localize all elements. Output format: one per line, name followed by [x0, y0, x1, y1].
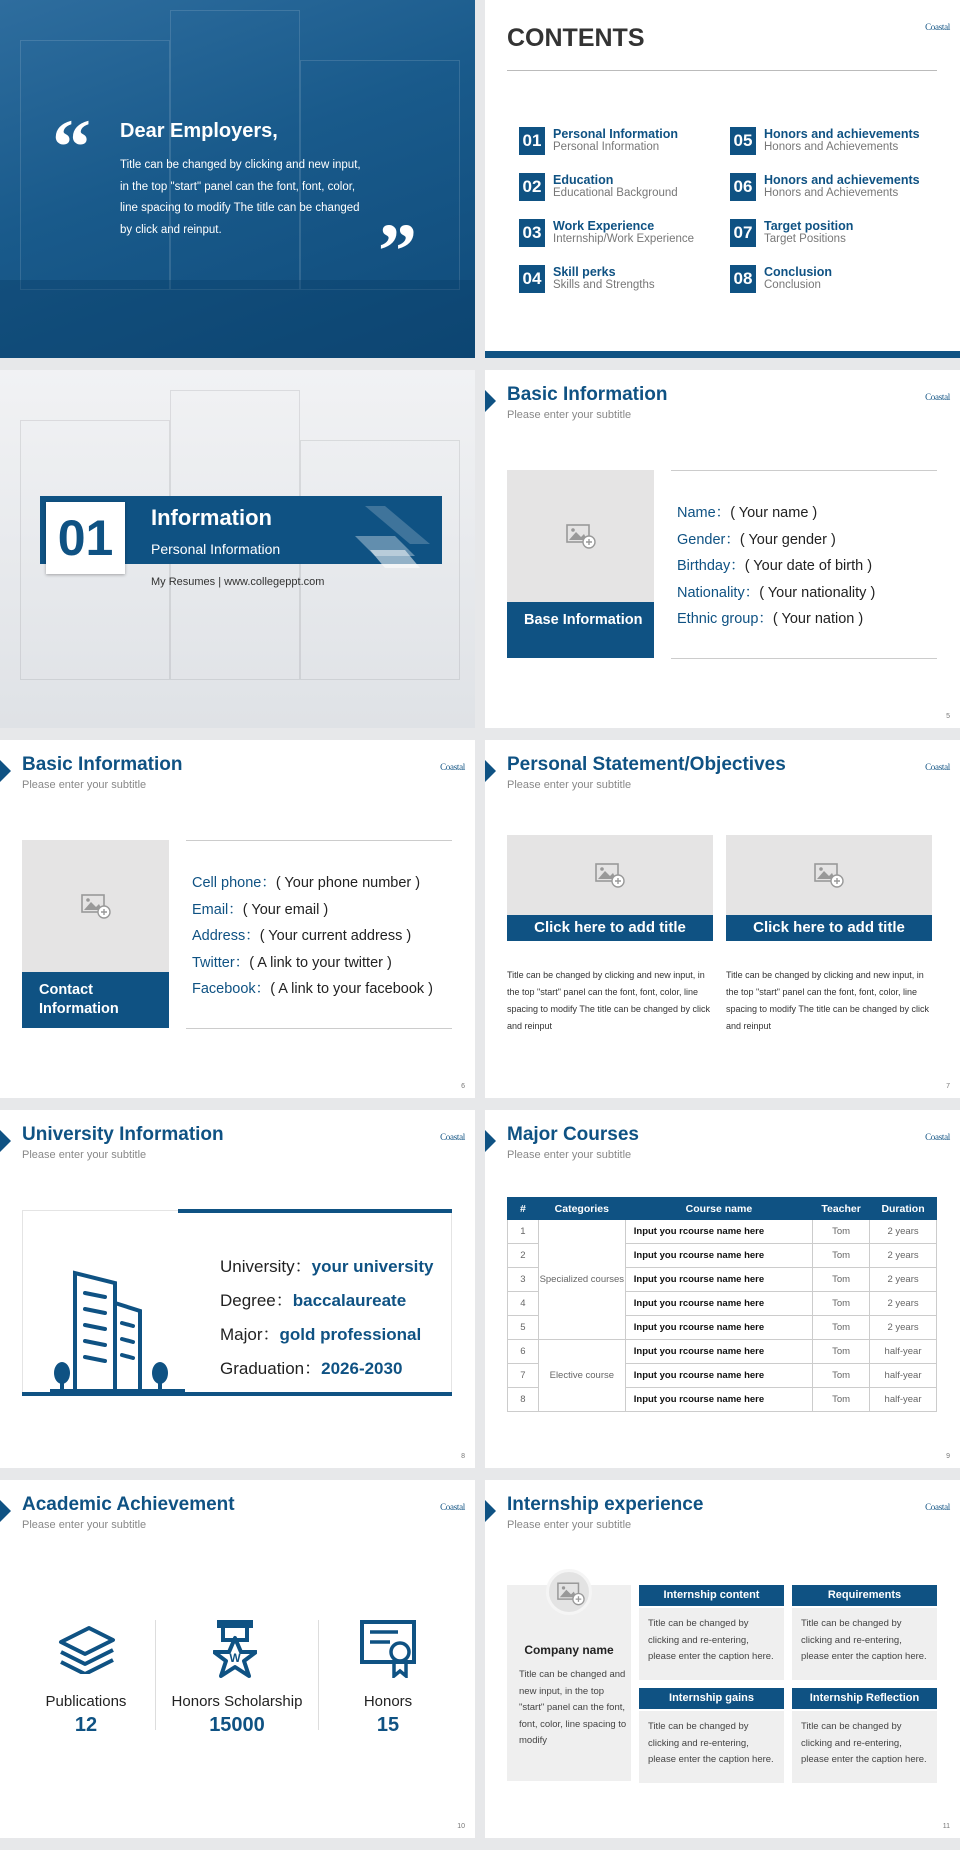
svg-text:W: W — [229, 1651, 241, 1665]
teacher-cell: Tom — [813, 1220, 870, 1244]
contents-item-title: Target position — [764, 219, 854, 233]
info-value[interactable]: ( Your email ) — [242, 901, 329, 918]
slide-title: University Information — [22, 1124, 224, 1145]
contents-item-title: Work Experience — [553, 219, 655, 233]
header-marker — [485, 390, 496, 412]
table-header: Teacher — [813, 1198, 870, 1220]
achievement-value: 15000 — [209, 1714, 265, 1736]
slide-title: Major Courses — [507, 1124, 639, 1145]
slide-title: Basic Information — [22, 754, 183, 775]
contents-item-subtitle: Educational Background — [553, 187, 678, 199]
contents-item-number: 03 — [519, 219, 545, 247]
internship-box-title[interactable]: Internship gains — [639, 1688, 784, 1709]
category-cell: Specialized courses — [538, 1220, 625, 1340]
duration-cell: half-year — [870, 1364, 937, 1388]
info-value[interactable]: ( A link to your facebook ) — [270, 981, 433, 997]
info-value[interactable]: ( Your phone number ) — [275, 875, 421, 891]
logo: Coastal — [440, 1502, 465, 1512]
info-value[interactable]: ( Your gender ) — [739, 531, 836, 548]
contents-title: CONTENTS — [507, 24, 645, 52]
slide-subtitle: Please enter your subtitle — [507, 409, 632, 421]
page-number: 11 — [942, 1823, 950, 1830]
info-key: Facebook： — [192, 981, 271, 997]
contents-item-number: 06 — [730, 173, 756, 201]
photo-placeholder[interactable] — [507, 470, 654, 602]
slide-title: Personal Statement/Objectives — [507, 754, 786, 775]
contents-item[interactable] — [519, 265, 729, 295]
image-placeholder-icon — [557, 1581, 585, 1606]
photo-label: Base Information — [507, 602, 654, 658]
slide-title: Internship experience — [507, 1494, 704, 1515]
contents-item[interactable] — [730, 127, 940, 157]
duration-cell: half-year — [870, 1340, 937, 1364]
page-number: 9 — [946, 1453, 950, 1460]
info-key: Email： — [192, 901, 243, 918]
row-number: 8 — [508, 1388, 539, 1412]
contents-item[interactable] — [730, 173, 940, 203]
contents-item-title: Conclusion — [764, 265, 833, 279]
slide-dear-employers — [0, 0, 475, 358]
slide-body: Title can be changed by clicking and new input, in the top "start" panel can the font, font, color, line spacing to modify The title can be changed by click and reinput. — [120, 159, 361, 236]
info-value[interactable]: ( Your nationality ) — [759, 584, 876, 601]
university-value[interactable]: your university — [311, 1257, 434, 1276]
contents-item-number: 08 — [730, 265, 756, 293]
divider — [507, 70, 937, 71]
company-avatar[interactable] — [546, 1569, 592, 1615]
image-placeholder-icon — [814, 862, 844, 888]
info-line — [192, 976, 433, 1003]
slide-subtitle: Please enter your subtitle — [22, 1519, 147, 1531]
company-body: Title can be changed and new input, in the top "start" panel can the font, font, color, line spacing to modify — [519, 1669, 627, 1746]
courses-table — [507, 1197, 937, 1412]
teacher-cell: Tom — [813, 1292, 870, 1316]
info-key: Twitter： — [192, 954, 250, 971]
slide-title: Basic Information — [507, 384, 668, 405]
row-number: 1 — [508, 1220, 539, 1244]
photo-placeholder[interactable] — [22, 840, 169, 972]
university-line — [220, 1284, 434, 1318]
info-key: Nationality： — [677, 584, 760, 601]
info-value[interactable]: ( A link to your twitter ) — [249, 954, 392, 971]
header-marker — [0, 1500, 11, 1522]
info-key: Address： — [192, 928, 260, 944]
slide-subtitle: Please enter your subtitle — [22, 779, 147, 791]
page-number: 6 — [461, 1083, 465, 1090]
building-shape — [170, 10, 300, 290]
divider — [186, 840, 452, 841]
info-list — [192, 870, 433, 1003]
university-key: Degree： — [220, 1291, 293, 1310]
duration-cell: 2 years — [870, 1316, 937, 1340]
table-row — [508, 1220, 937, 1244]
course-name[interactable]: Input you rcourse name here — [625, 1244, 812, 1268]
info-key: Birthday： — [677, 558, 745, 574]
page-number: 10 — [457, 1823, 465, 1830]
image-placeholder-icon — [81, 893, 111, 919]
university-line — [220, 1250, 434, 1284]
teacher-cell: Tom — [813, 1244, 870, 1268]
row-number: 3 — [508, 1268, 539, 1292]
open-quote-icon: “ — [52, 103, 91, 190]
university-value[interactable]: gold professional — [279, 1325, 422, 1344]
logo: Coastal — [925, 22, 950, 32]
teacher-cell: Tom — [813, 1364, 870, 1388]
contents-item-subtitle: Target Positions — [764, 233, 846, 245]
table-header: Course name — [625, 1198, 812, 1220]
contents-item-subtitle: Honors and Achievements — [764, 187, 899, 199]
header-marker — [485, 1500, 496, 1522]
page-number: 7 — [946, 1083, 950, 1090]
top-bar — [178, 1209, 452, 1213]
internship-box-title[interactable]: Internship Reflection — [792, 1688, 937, 1709]
info-value[interactable]: ( Your date of birth ) — [744, 558, 873, 574]
achievement-label: Honors — [363, 1693, 413, 1710]
certificate-icon — [360, 1620, 418, 1678]
contents-item[interactable] — [519, 219, 729, 249]
duration-cell: 2 years — [870, 1220, 937, 1244]
teacher-cell: Tom — [813, 1340, 870, 1364]
contents-item-number: 07 — [730, 219, 756, 247]
slide-basic-info-1 — [485, 370, 960, 728]
info-line — [192, 950, 433, 977]
info-line — [192, 923, 433, 950]
info-list — [677, 500, 875, 633]
contents-item-number: 01 — [519, 127, 545, 155]
contents-item-number: 05 — [730, 127, 756, 155]
duration-cell: 2 years — [870, 1268, 937, 1292]
logo: Coastal — [925, 1132, 950, 1142]
university-line — [220, 1352, 434, 1386]
section-number: 01 — [46, 502, 125, 574]
logo: Coastal — [440, 1132, 465, 1142]
contents-item-title: Personal Information — [553, 127, 679, 141]
course-name[interactable]: Input you rcourse name here — [625, 1364, 812, 1388]
info-line — [677, 606, 875, 633]
header-marker — [485, 760, 496, 782]
table-header: Duration — [870, 1198, 937, 1220]
achievement-value: 15 — [376, 1714, 400, 1736]
teacher-cell: Tom — [813, 1268, 870, 1292]
slide-subtitle: Please enter your subtitle — [507, 779, 632, 791]
photo-label: Contact Information — [22, 972, 169, 1028]
row-number: 4 — [508, 1292, 539, 1316]
card-title[interactable]: Click here to add title — [507, 915, 713, 941]
header-marker — [0, 1130, 11, 1152]
contents-item-number: 02 — [519, 173, 545, 201]
category-cell: Elective course — [538, 1340, 625, 1412]
section-subtitle: Personal Information — [151, 541, 281, 557]
teacher-cell: Tom — [813, 1316, 870, 1340]
contents-item[interactable] — [519, 127, 729, 157]
row-number: 6 — [508, 1340, 539, 1364]
image-placeholder-icon — [566, 523, 596, 549]
contents-item-subtitle: Honors and Achievements — [764, 141, 899, 153]
logo: Coastal — [925, 762, 950, 772]
info-line — [677, 527, 875, 554]
slide-personal-statement — [485, 740, 960, 1098]
slide-title: Academic Achievement — [22, 1494, 235, 1515]
table-row — [508, 1340, 937, 1364]
slide-subtitle: Please enter your subtitle — [22, 1149, 147, 1161]
table-header: Categories — [538, 1198, 625, 1220]
university-key: University： — [220, 1257, 312, 1276]
row-number: 7 — [508, 1364, 539, 1388]
card-image-placeholder[interactable] — [726, 835, 932, 915]
page-number: 8 — [461, 1453, 465, 1460]
logo: Coastal — [440, 762, 465, 772]
info-line — [677, 553, 875, 580]
contents-item-title: Skill perks — [553, 265, 616, 279]
image-placeholder-icon — [595, 862, 625, 888]
slide-major-courses — [485, 1110, 960, 1468]
contents-item-subtitle: Skills and Strengths — [553, 279, 655, 291]
logo: Coastal — [925, 392, 950, 402]
duration-cell: 2 years — [870, 1244, 937, 1268]
university-value[interactable]: 2026-2030 — [321, 1359, 403, 1378]
university-line — [220, 1318, 434, 1352]
university-key: Graduation： — [220, 1359, 322, 1378]
university-value[interactable]: baccalaureate — [292, 1291, 407, 1310]
section-footer: My Resumes | www.collegeppt.com — [151, 576, 325, 588]
info-value[interactable]: ( Your nation ) — [772, 611, 864, 627]
card-title[interactable]: Click here to add title — [726, 915, 932, 941]
slide-contents — [485, 0, 960, 358]
divider — [186, 1028, 452, 1029]
row-number: 2 — [508, 1244, 539, 1268]
contents-item-subtitle: Internship/Work Experience — [553, 233, 695, 245]
slide-title: Dear Employers, — [120, 120, 278, 142]
course-name[interactable]: Input you rcourse name here — [625, 1292, 812, 1316]
contents-item-title: Education — [553, 173, 614, 187]
slide-basic-info-2 — [0, 740, 475, 1098]
slide-subtitle: Please enter your subtitle — [507, 1519, 632, 1531]
books-icon — [57, 1622, 117, 1674]
internship-box-body: Title can be changed by clicking and re-entering, please enter the caption here. — [792, 1711, 937, 1783]
info-key: Name： — [677, 505, 731, 521]
stripe-decoration — [355, 506, 430, 568]
teacher-cell: Tom — [813, 1388, 870, 1412]
info-line — [677, 580, 875, 607]
info-value[interactable]: ( Your name ) — [730, 505, 818, 521]
header-marker — [485, 1130, 496, 1152]
course-name[interactable]: Input you rcourse name here — [625, 1388, 812, 1412]
logo: Coastal — [925, 1502, 950, 1512]
table-header: # — [508, 1198, 539, 1220]
info-line — [192, 870, 433, 897]
contents-item-subtitle: Conclusion — [764, 279, 821, 291]
slide-internship — [485, 1480, 960, 1838]
contents-item-title: Honors and achievements — [764, 127, 920, 141]
bottom-bar — [485, 351, 960, 358]
contents-item[interactable] — [519, 173, 729, 203]
card-image-placeholder[interactable] — [507, 835, 713, 915]
contents-item-subtitle: Personal Information — [553, 141, 660, 153]
course-name[interactable]: Input you rcourse name here — [625, 1316, 812, 1340]
card-body: Title can be changed by clicking and new input, in the top "start" panel can the font, font, color, line spacing to modify The title can be changed by click and reinput — [507, 970, 710, 1031]
duration-cell: 2 years — [870, 1292, 937, 1316]
info-key: Ethnic group： — [677, 611, 773, 627]
course-name[interactable]: Input you rcourse name here — [625, 1220, 812, 1244]
slide-university-info — [0, 1110, 475, 1468]
slide-subtitle: Please enter your subtitle — [507, 1149, 632, 1161]
slide-academic-achievement — [0, 1480, 475, 1838]
university-details — [220, 1250, 434, 1386]
internship-box-title[interactable]: Requirements — [792, 1585, 937, 1606]
divider — [671, 658, 937, 659]
achievement-label: Honors Scholarship — [171, 1693, 303, 1710]
contents-item[interactable] — [730, 265, 940, 295]
contents-item-number: 04 — [519, 265, 545, 293]
internship-box-title[interactable]: Internship content — [639, 1585, 784, 1606]
card-body: Title can be changed by clicking and new input, in the top "start" panel can the font, font, color, line spacing to modify The title can be changed by click and reinput — [726, 970, 929, 1031]
page-number: 5 — [946, 713, 950, 720]
contents-item[interactable] — [730, 219, 940, 249]
medal-icon — [213, 1620, 257, 1678]
achievement-label: Publications — [45, 1693, 127, 1710]
course-name[interactable]: Input you rcourse name here — [625, 1268, 812, 1292]
info-value[interactable]: ( Your current address ) — [259, 928, 412, 944]
header-marker — [0, 760, 11, 782]
achievement-value: 12 — [74, 1714, 98, 1736]
contents-item-title: Honors and achievements — [764, 173, 920, 187]
section-title: Information — [151, 505, 272, 530]
close-quote-icon: ” — [378, 207, 417, 294]
info-line — [192, 897, 433, 924]
duration-cell: half-year — [870, 1388, 937, 1412]
internship-box-body: Title can be changed by clicking and re-entering, please enter the caption here. — [639, 1608, 784, 1680]
company-name: Company name — [524, 1643, 614, 1657]
internship-box-body: Title can be changed by clicking and re-entering, please enter the caption here. — [792, 1608, 937, 1680]
row-number: 5 — [508, 1316, 539, 1340]
building-icon — [50, 1263, 185, 1393]
info-key: Gender： — [677, 531, 740, 548]
slide-section-01 — [0, 370, 475, 728]
university-key: Major： — [220, 1325, 280, 1344]
internship-box-body: Title can be changed by clicking and re-entering, please enter the caption here. — [639, 1711, 784, 1783]
course-name[interactable]: Input you rcourse name here — [625, 1340, 812, 1364]
divider — [671, 470, 937, 471]
info-line — [677, 500, 875, 527]
info-key: Cell phone： — [192, 875, 276, 891]
